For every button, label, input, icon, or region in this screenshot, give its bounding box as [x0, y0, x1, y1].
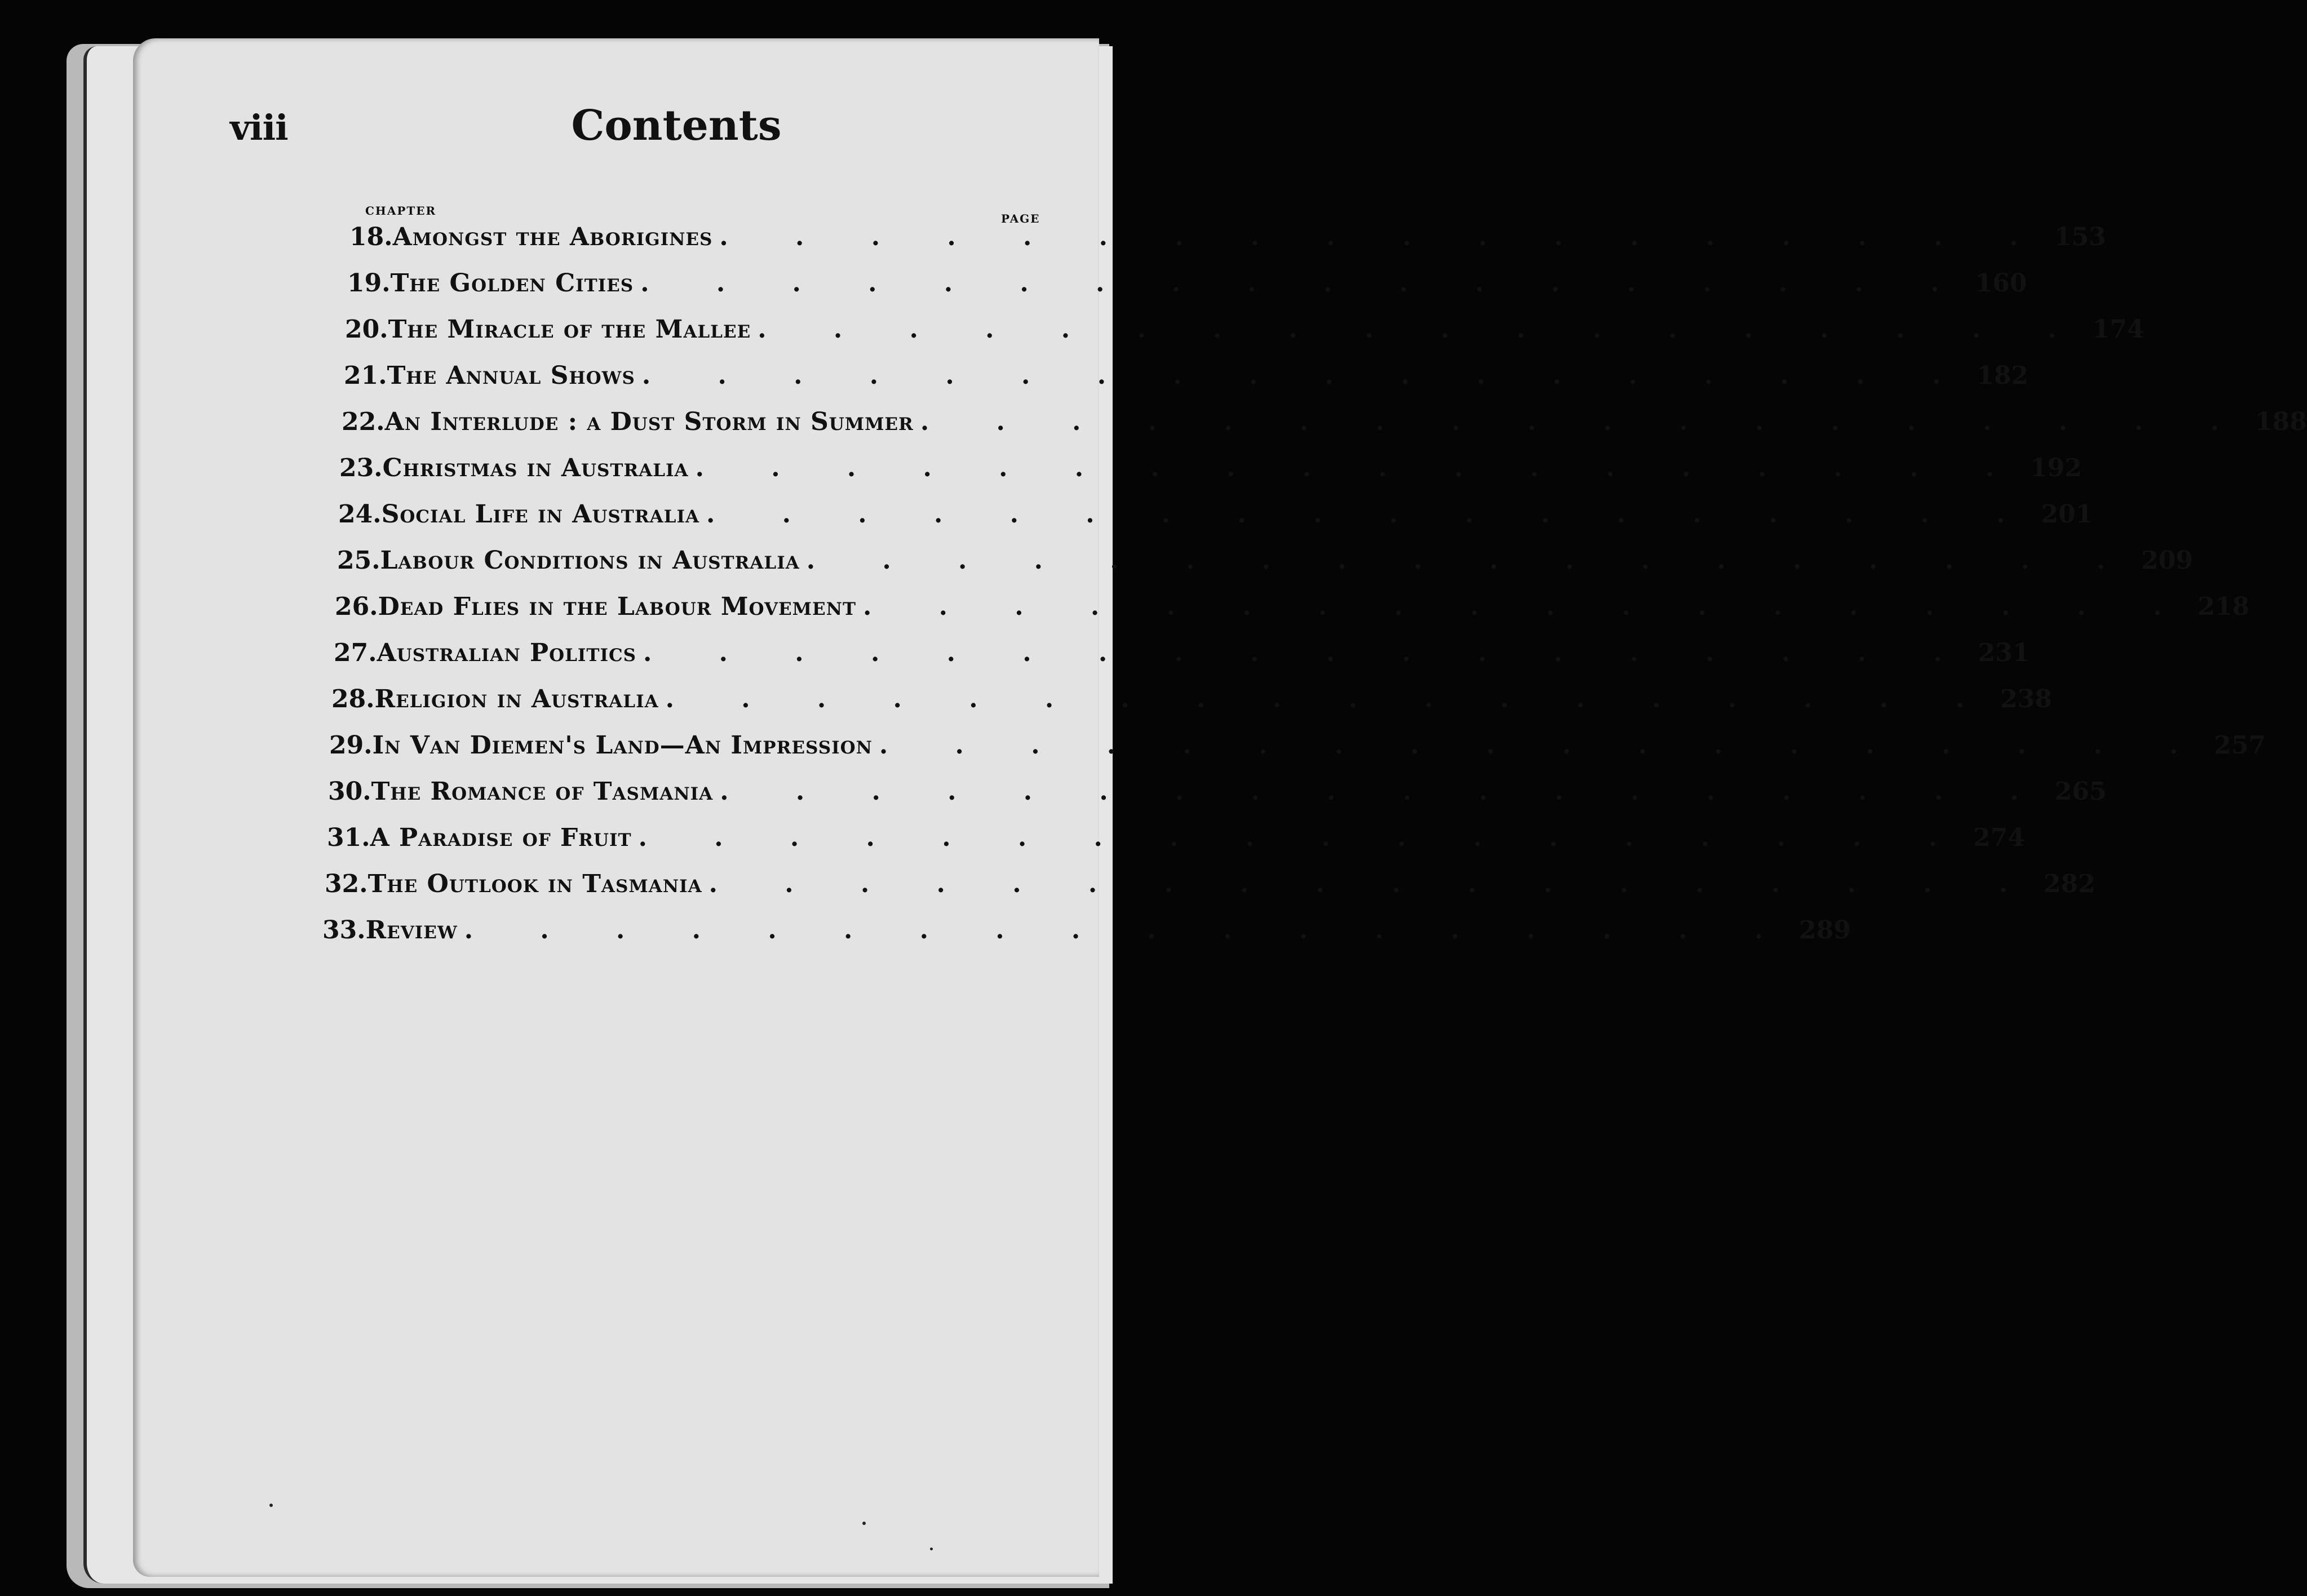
chapter-number: 18. — [349, 223, 393, 251]
chapter-number: 23. — [339, 454, 383, 482]
chapter-title: The Romance of Tasmania — [371, 777, 714, 806]
toc-entry — [342, 407, 2307, 454]
toc-entry — [347, 269, 2027, 315]
leader-dots: . . . . . . . . . . . . . . . . . . — [641, 361, 1971, 390]
toc-entry — [325, 870, 2096, 916]
chapter-page: 257 — [2214, 731, 2266, 760]
paper-speck — [269, 1504, 273, 1507]
leader-dots: . . . . . . . . . . . . . . . . . . — [695, 454, 2023, 482]
chapter-title: Australian Politics — [377, 639, 637, 667]
chapter-title: Social Life in Australia — [381, 500, 700, 529]
chapter-title: Christmas in Australia — [382, 454, 689, 482]
toc-entry — [322, 916, 1851, 962]
leader-dots: . . . . . . . . . . . . . . . . . . — [640, 269, 1969, 298]
chapter-title: Review — [365, 916, 458, 945]
leader-dots: . . . . . . . . . . . . . . . . . . — [920, 407, 2248, 436]
leader-dots: . . . . . . . . . . . . . . . . . . — [706, 500, 2035, 529]
toc-entry — [334, 639, 2030, 685]
chapter-number: 28. — [331, 685, 375, 713]
paper-speck — [930, 1548, 933, 1550]
chapter-page: 218 — [2198, 592, 2250, 621]
chapter-page: 188 — [2255, 407, 2307, 436]
chapter-page: 174 — [2092, 315, 2145, 344]
toc-entry — [337, 546, 2193, 592]
chapter-number: 32. — [325, 870, 368, 898]
leader-dots: . . . . . . . . . . . . . . . . . . — [720, 777, 2048, 806]
chapter-title: A Paradise of Fruit — [370, 823, 632, 852]
leader-dots: . . . . . . . . . . . . . . . . . . — [665, 685, 1994, 713]
chapter-page: 201 — [2041, 500, 2093, 529]
leader-dots: . . . . . . . . . . . . . . . . . . — [709, 870, 2037, 898]
leader-dots: . . . . . . . . . . . . . . . . . . — [879, 731, 2208, 760]
chapter-page: 160 — [1975, 269, 2027, 298]
toc-entry — [345, 315, 2145, 361]
chapter-page: 265 — [2054, 777, 2107, 806]
toc-entry — [335, 592, 2250, 639]
chapter-title: Religion in Australia — [374, 685, 659, 713]
chapter-page: 192 — [2030, 454, 2082, 482]
leader-dots: . . . . . . . . . . . . . . . . . . — [806, 546, 2135, 575]
chapter-number: 26. — [335, 592, 378, 621]
chapter-number: 20. — [345, 315, 388, 344]
chapter-number: 19. — [347, 269, 391, 298]
chapter-number: 31. — [327, 823, 370, 852]
leader-dots: . . . . . . . . . . . . . . . . . . — [719, 223, 2048, 251]
chapter-title: The Golden Cities — [390, 269, 634, 298]
toc-entry — [339, 454, 2082, 500]
chapter-page: 282 — [2043, 870, 2096, 898]
chapter-title: In Van Diemen's Land—An Impression — [372, 731, 873, 760]
toc-entry — [331, 685, 2052, 731]
toc-entry — [338, 500, 2093, 546]
chapter-number: 21. — [344, 361, 387, 390]
chapter-title: The Miracle of the Mallee — [388, 315, 751, 344]
chapter-title: Dead Flies in the Labour Movement — [378, 592, 857, 621]
chapter-page: 209 — [2141, 546, 2193, 575]
toc-entry — [328, 777, 2107, 823]
chapter-title: The Outlook in Tasmania — [367, 870, 702, 898]
chapter-page: 231 — [1978, 639, 2030, 667]
toc-entry — [344, 361, 2029, 407]
toc-entry — [329, 731, 2266, 777]
toc-entry — [327, 823, 2025, 870]
chapter-number: 29. — [329, 731, 373, 760]
chapter-page: 289 — [1799, 916, 1851, 945]
chapter-title: Labour Conditions in Australia — [380, 546, 800, 575]
chapter-number: 30. — [328, 777, 371, 806]
contents-list — [322, 223, 2307, 962]
toc-entry — [349, 223, 2106, 269]
chapter-title: Amongst the Aborigines — [392, 223, 713, 251]
leader-dots: . . . . . . . . . . . . . . . . . . — [464, 916, 1792, 945]
paper-speck — [862, 1522, 866, 1525]
leader-dots: . . . . . . . . . . . . . . . . . . — [758, 315, 2086, 344]
chapter-page: 238 — [2000, 685, 2052, 713]
chapter-column-label: CHAPTER — [365, 204, 437, 218]
page-title: Contents — [571, 101, 782, 150]
chapter-page: 153 — [2054, 223, 2106, 251]
chapter-number: 27. — [334, 639, 377, 667]
chapter-title: The Annual Shows — [387, 361, 635, 390]
page-folio: viii — [230, 107, 288, 148]
chapter-page: 274 — [1973, 823, 2025, 852]
page-column-label: PAGE — [1001, 212, 1040, 225]
leader-dots: . . . . . . . . . . . . . . . . . . — [643, 639, 1972, 667]
chapter-number: 24. — [338, 500, 382, 529]
leader-dots: . . . . . . . . . . . . . . . . . . — [638, 823, 1967, 852]
chapter-title: An Interlude : a Dust Storm in Summer — [384, 407, 914, 436]
chapter-number: 22. — [342, 407, 385, 436]
chapter-number: 33. — [322, 916, 366, 945]
leader-dots: . . . . . . . . . . . . . . . . . . — [863, 592, 2191, 621]
chapter-number: 25. — [337, 546, 380, 575]
chapter-page: 182 — [1977, 361, 2029, 390]
